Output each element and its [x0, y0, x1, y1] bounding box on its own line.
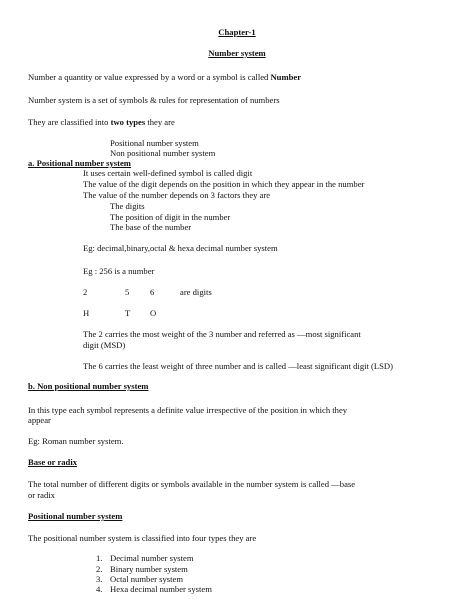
intro-text: Number a quantity or value expressed by a word or a symbol is called	[28, 72, 271, 82]
section-a-line: It uses certain well-defined symbol is called digit	[83, 168, 253, 178]
list-item-number: 3.	[96, 574, 103, 584]
digits-label: are digits	[180, 287, 212, 297]
list-item-number: 1.	[96, 553, 103, 563]
example-number: Eg : 256 is a number	[83, 266, 155, 276]
digit-value: 6	[150, 287, 155, 297]
section-b-example: Eg: Roman number system.	[28, 436, 124, 446]
digit-value: 2	[83, 287, 88, 297]
intro-bold-term: Number	[270, 72, 302, 82]
list-item-label: Decimal number system	[110, 553, 194, 563]
type-item-non-positional: Non positional number system	[110, 148, 216, 158]
type-item-positional: Positional number system	[110, 138, 199, 148]
positional-heading: Positional number system	[28, 511, 123, 521]
section-a-heading: a. Positional number system	[28, 158, 131, 168]
section-b-paragraph: In this type each symbol represents a definite value irrespective of the position in which they	[28, 405, 348, 415]
list-item-label: Hexa decimal number system	[110, 584, 212, 594]
list-item-label: Binary number system	[110, 564, 188, 574]
section-a-line: The value of the digit depends on the position in which they appear in the number	[83, 179, 365, 189]
list-item-number: 4.	[96, 584, 103, 594]
section-a-line: The value of the number depends on 3 factors they are	[83, 190, 271, 200]
classified-text-post: they are	[145, 117, 175, 127]
factor-item: The digits	[110, 201, 145, 211]
section-b-paragraph-cont: appear	[28, 415, 51, 425]
intro-paragraph	[28, 72, 301, 82]
digit-value: 5	[125, 287, 130, 297]
classified-bold-term: two types	[110, 117, 146, 127]
definition-paragraph: Number system is a set of symbols & rules for representation of numbers	[28, 95, 280, 105]
list-item-number: 2.	[96, 564, 103, 574]
place-label: H	[83, 308, 90, 318]
section-b-heading: b. Non positional number system	[28, 381, 149, 391]
list-item-label: Octal number system	[110, 574, 184, 584]
base-heading: Base or radix	[28, 457, 78, 467]
lsd-paragraph: The 6 carries the least weight of three number and is called ―least significant digit (LSD)	[83, 361, 393, 371]
factor-item: The position of digit in the number	[110, 212, 231, 222]
classified-text-pre: They are classified into	[28, 117, 111, 127]
place-label: T	[125, 308, 131, 318]
msd-paragraph: The 2 carries the most weight of the 3 number and referred as ―most significant	[83, 329, 361, 339]
msd-paragraph-cont: digit (MSD)	[83, 340, 126, 350]
factor-item: The base of the number	[110, 222, 192, 232]
example-systems: Eg: decimal,binary,octal & hexa decimal number system	[83, 243, 278, 253]
positional-intro: The positional number system is classified into four types they are	[28, 533, 257, 543]
base-paragraph: The total number of different digits or symbols available in the number system is called ―base	[28, 479, 356, 489]
classified-paragraph	[28, 117, 175, 127]
base-paragraph-cont: or radix	[28, 490, 55, 500]
place-label: O	[150, 308, 157, 318]
chapter-heading: Chapter-1	[218, 27, 256, 37]
page-title: Number system	[208, 48, 266, 58]
